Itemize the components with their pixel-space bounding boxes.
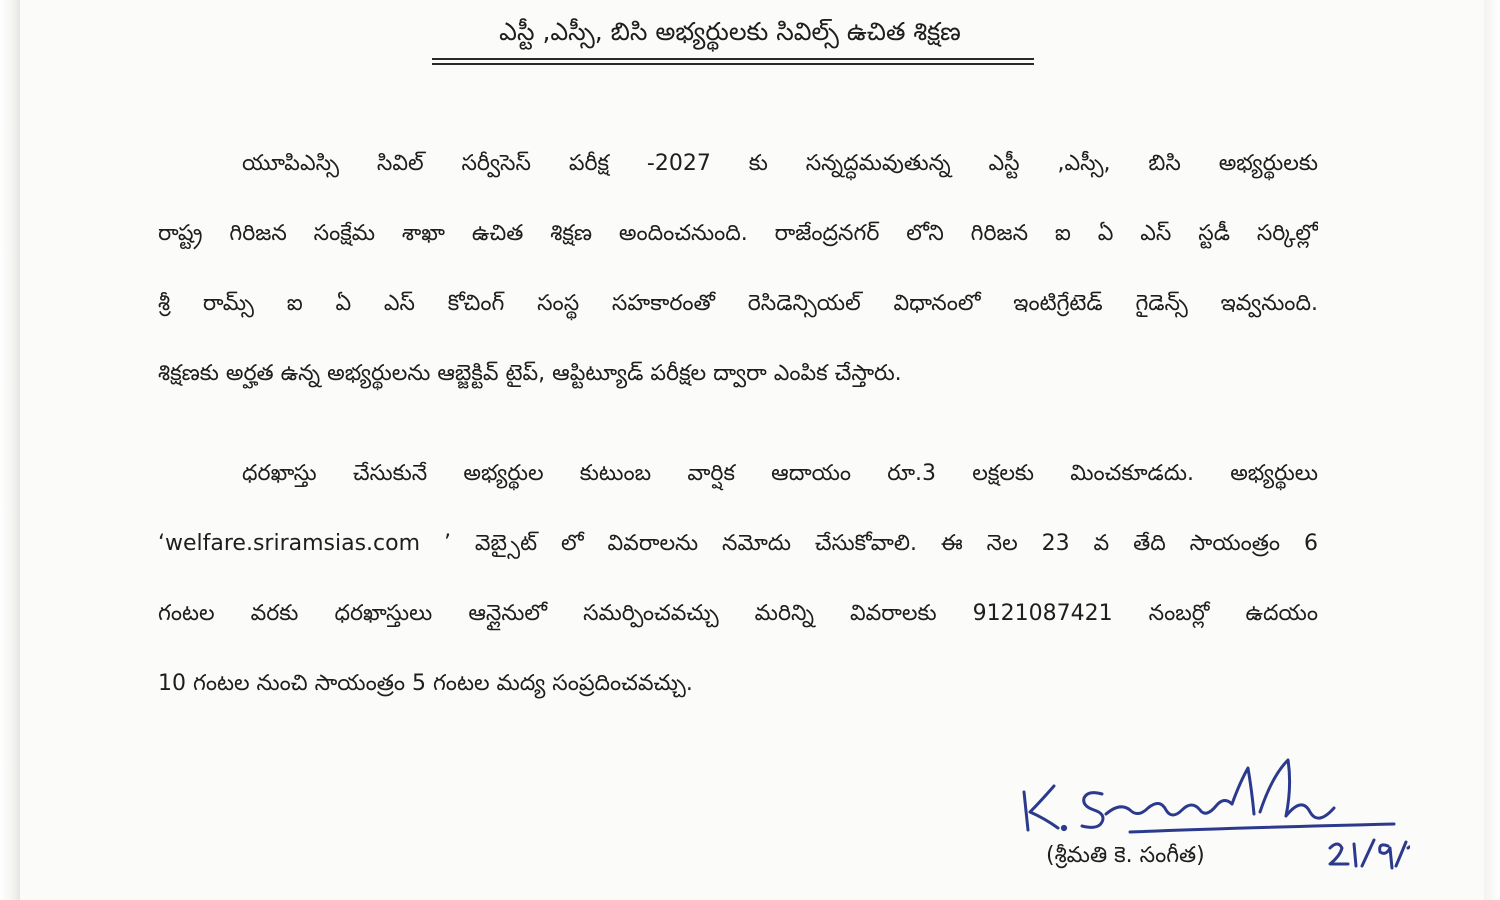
title-underline [432,58,1034,60]
paragraph-1-line: శిక్షణకు అర్హత ఉన్న అభ్యర్థులను ఆబ్జెక్టివ్ టైప్, ఆప్టిట్యూడ్ పరీక్షల ద్వారా ఎంపిక చేస్తారు. [158,361,902,386]
paragraph-1 [158,144,1318,424]
paragraph-2 [158,454,1318,734]
paragraph-2-line: ధరఖాస్తు చేసుకునే అభ్యర్థుల కుటుంబ వార్షిక ఆదాయం రూ.3 లక్షలకు మించకూడదు. అభ్యర్థులు [242,461,1318,486]
paragraph-1-line: శ్రీ రామ్స్ ఐ ఏ ఎస్ కోచింగ్ సంస్థ సహకారంతో రెసిడెన్సియల్ విధానంలో ఇంటిగ్రేటెడ్ గైడెన్స్ ఇవ్వనుంది. [158,291,1318,316]
document-title: ఎస్టీ ,ఎస్సీ, బిసి అభ్యర్థులకు సివిల్స్ ఉచిత శిక్షణ [499,17,961,46]
page-right-edge [1484,0,1500,900]
signatory-name: (శ్రీమతి కె. సంగీత) [1046,843,1205,868]
paragraph-2-line: 10 గంటల నుంచి సాయంత్రం 5 గంటల మద్య సంప్రదించవచ్చు. [158,671,693,696]
paragraph-2-line: ‘welfare.sriramsias.com ’ వెబ్సైట్ లో వివరాలను నమోదు చేసుకోవాలి. ఈ నెల 23 వ తేది సాయంత్రం 6 [158,531,1318,556]
paragraph-1-line: రాష్ట్ర గిరిజన సంక్షేమ శాఖా ఉచిత శిక్షణ అందించనుంది. రాజేంద్రనగర్ లోని గిరిజన ఐ ఏ ఎస్ స్టడీ సర్కిల్లో [158,221,1318,246]
title-underline-second [432,63,1034,65]
page-left-edge [0,0,20,900]
paragraph-2-line: గంటల వరకు ధరఖాస్తులు ఆన్లైనులో సమర్పించవచ్చు మరిన్ని వివరాలకు 9121087421 నంబర్లో ఉదయం [158,601,1318,626]
paragraph-1-line: యూపిఎస్సి సివిల్ సర్వీసెస్ పరీక్ష -2027 కు సన్నద్ధమవుతున్న ఎస్టీ ,ఎస్సీ, బిసి అభ్యర్థులకు [242,151,1318,176]
